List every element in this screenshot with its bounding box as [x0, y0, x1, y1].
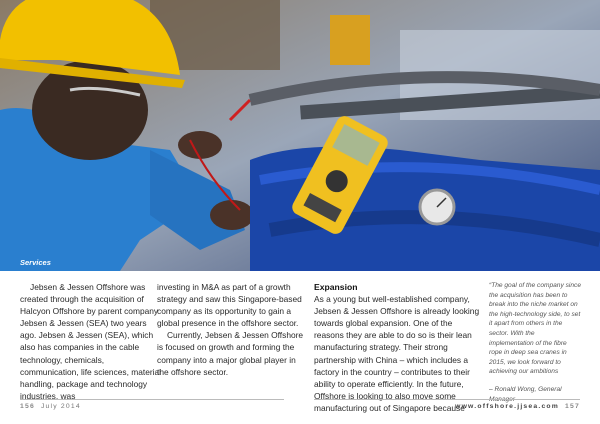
- body-paragraph: As a young but well-established company, Jebsen & Jessen Offshore is already looking towards global expansion. One of the reasons they are able to do so is their lean manufacturing strategy. Their strong partnership with China – which includes a factory in the country – contributes to their ability to operate efficiently. In the future, Offshore is looking to also move some manufacturing out of Singapore because: [314, 294, 480, 413]
- page-number-left: 156: [20, 403, 35, 410]
- article-column-1: [20, 281, 162, 402]
- footer-divider-right: [314, 399, 580, 400]
- body-paragraph: Currently, Jebsen & Jessen Offshore is focused on growth and forming the company into a major global player in the offshore sector.: [157, 330, 304, 377]
- footer-divider-left: [20, 399, 284, 400]
- body-paragraph: Jebsen & Jessen Offshore was created through the acquisition of Halcyon Offshore by parent company Jebsen & Jessen (SEA) two years ago. Jebsen & Jessen (SEA), which also has companies in the cable technology, chemicals, communication, life sciences, material handling, package and technology industries, was: [20, 282, 162, 401]
- article-column-2: [157, 281, 307, 378]
- footer-left: [20, 403, 81, 410]
- issue-date: July 2014: [40, 403, 81, 410]
- page-number-right: 157: [565, 403, 580, 410]
- pull-quote: [489, 281, 581, 404]
- pull-quote-text: “The goal of the company since the acquisition has been to break into the niche market on the high-technology side, to set it apart from others in the sector. With the implementation of the fibre rope in deep sea cranes in 2015, we look forward to achieving our ambitions: [489, 282, 581, 376]
- footer-right: [455, 403, 580, 410]
- section-heading: Expansion: [314, 282, 358, 292]
- body-paragraph: investing in M&A as part of a growth strategy and saw this Singapore-based company as its opportunity to gain a global presence in the offshore sector.: [157, 282, 302, 329]
- article-column-3: [314, 281, 480, 414]
- photo-caption: Services: [20, 258, 51, 267]
- pull-quote-attribution: – Ronald Wong, General Manager: [489, 385, 562, 403]
- website-url: www.offshore.jjsea.com: [455, 403, 560, 410]
